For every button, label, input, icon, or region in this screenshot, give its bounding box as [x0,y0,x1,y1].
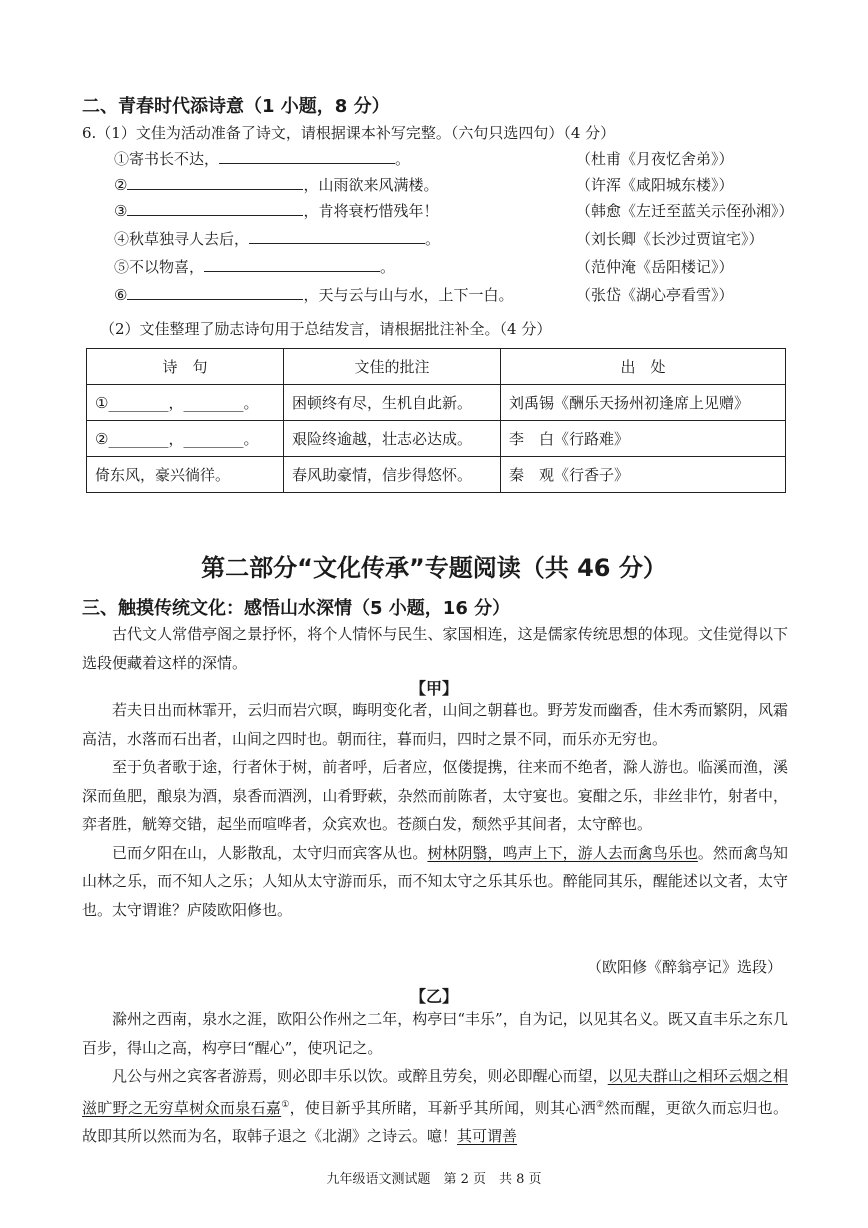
table-cell: 刘禹锡《酬乐天扬州初逢席上见赠》 [501,385,786,421]
table-header: 文佳的批注 [284,349,501,385]
intro-paragraph: 古代文人常借亭阁之景抒怀，将个人情怀与民生、家国相连，这是儒家传统思想的体现。文佳觉得以下选段便藏着这样的深情。 [82,625,788,672]
passage-marker-jia: 【甲】 [409,679,458,698]
passage-paragraph: 滁州之西南，泉水之涯，欧阳公作州之二年，构亭曰“丰乐”，自为记，以见其名义。既又直丰乐之东几百步，得山之高，构亭曰“醒心”，使巩记之。 [82,1010,788,1057]
table-cell[interactable]: ①________，________。 [87,385,284,421]
table-header: 出 处 [501,349,786,385]
poem-row: ③ ，肯将衰朽惜残年！ （韩愈《左迁至蓝关示侄孙湘》） [114,202,794,220]
answer-blank[interactable] [127,201,303,216]
page-footer: 九年级语文测试题 第 2 页 共 8 页 [326,1172,542,1187]
passage-paragraph: 已而夕阳在山，人影散乱，太守归而宾客从也。树林阴翳，鸣声上下，游人去而禽鸟乐也。然而禽鸟知山林之乐，而不知人之乐；人知从太守游而乐，而不知太守之乐其乐也。醉能同其乐，醒能述以文者，太守也。太守谓谁？庐陵欧阳修也。 [82,843,788,919]
table-cell: 艰险终逾越，壮志必达成。 [284,421,501,457]
passage-paragraph: 凡公与州之宾客者游焉，则必即丰乐以饮。或醉且劳矣，则必即醒心而望，以见夫群山之相环云烟之相滋旷野之无穷草树众而泉石嘉①，使目新乎其所睹，耳新乎其所闻，则其心洒②然而醒，更欲久而忘归也。故即其所以然而为名，取韩子退之《北湖》之诗云。噫！其可谓善 [82,1067,788,1145]
table-cell: 春风助豪情，信步得悠怀。 [284,457,501,493]
underlined-sentence: 树林阴翳，鸣声上下，游人去而禽鸟乐也 [427,843,698,862]
question-6-part-2: （2）文佳整理了励志诗句用于总结发言，请根据批注补全。（4 分） [100,320,552,338]
underlined-sentence: 以见夫群山之相环云烟之相滋旷野之无穷草树众而泉石嘉 [82,1067,788,1117]
passage-marker-yi: 【乙】 [409,987,458,1006]
footnote-marker: ② [596,1099,605,1110]
passage-jia [82,696,788,924]
poem-row: ①寄书长不达， 。 （杜甫《月夜忆舍弟》） [114,150,734,168]
table-cell[interactable]: ②________，________。 [87,421,284,457]
passage-yi [82,1005,788,1151]
answer-blank[interactable] [249,229,425,244]
underlined-sentence: 其可谓善 [457,1127,518,1145]
question-6-part-1: 6.（1）文佳为活动准备了诗文，请根据课本补写完整。（六句只选四句）（4 分） [82,124,616,142]
poem-row: ⑥ ，天与云与山与水，上下一白。 （张岱《湖心亭看雪》） [114,286,734,304]
table-cell: 倚东风，豪兴徜徉。 [87,457,284,493]
poem-row: ④秋草独寻人去后， 。 （刘长卿《长沙过贾谊宅》） [114,230,764,248]
part-title: 第二部分“文化传承”专题阅读（共 46 分） [201,554,667,582]
table-cell: 困顿终有尽，生机自此新。 [284,385,501,421]
table-header-row [87,349,786,385]
poem-row: ② ，山雨欲来风满楼。 （许浑《咸阳城东楼》） [114,176,734,194]
table-row [87,421,786,457]
poem-row: ⑤不以物喜， 。 （范仲淹《岳阳楼记》） [114,258,734,276]
table-header: 诗 句 [87,349,284,385]
answer-blank[interactable] [204,257,380,272]
section-heading: 三、触摸传统文化：感悟山水深情（5 小题，16 分） [82,598,511,619]
passage-paragraph: 至于负者歌于途，行者休于树，前者呼，后者应，伛偻提携，往来而不绝者，滁人游也。临溪而渔，溪深而鱼肥，酿泉为酒，泉香而酒洌，山肴野蔌，杂然而前陈者，太守宴也。宴酣之乐，非丝非竹，射者中，弈者胜，觥筹交错，起坐而喧哗者，众宾欢也。苍颜白发，颓然乎其间者，太守醉也。 [82,758,788,833]
table-row [87,385,786,421]
table-cell: 秦 观《行香子》 [501,457,786,493]
table-row [87,457,786,493]
footnote-marker: ① [281,1099,290,1110]
answer-blank[interactable] [127,175,303,190]
answer-blank[interactable] [219,149,395,164]
section-heading: 二、青春时代添诗意（1 小题，8 分） [82,96,390,117]
passage-source: （欧阳修《醉翁亭记》选段） [586,958,782,976]
table-cell: 李 白《行路难》 [501,421,786,457]
passage-paragraph: 若夫日出而林霏开，云归而岩穴暝，晦明变化者，山间之朝暮也。野芳发而幽香，佳木秀而繁阴，风霜高洁，水落而石出者，山间之四时也。朝而往，暮而归，四时之景不同，而乐亦无穷也。 [82,701,788,748]
answer-blank[interactable] [127,285,303,300]
poetry-table [86,348,786,493]
